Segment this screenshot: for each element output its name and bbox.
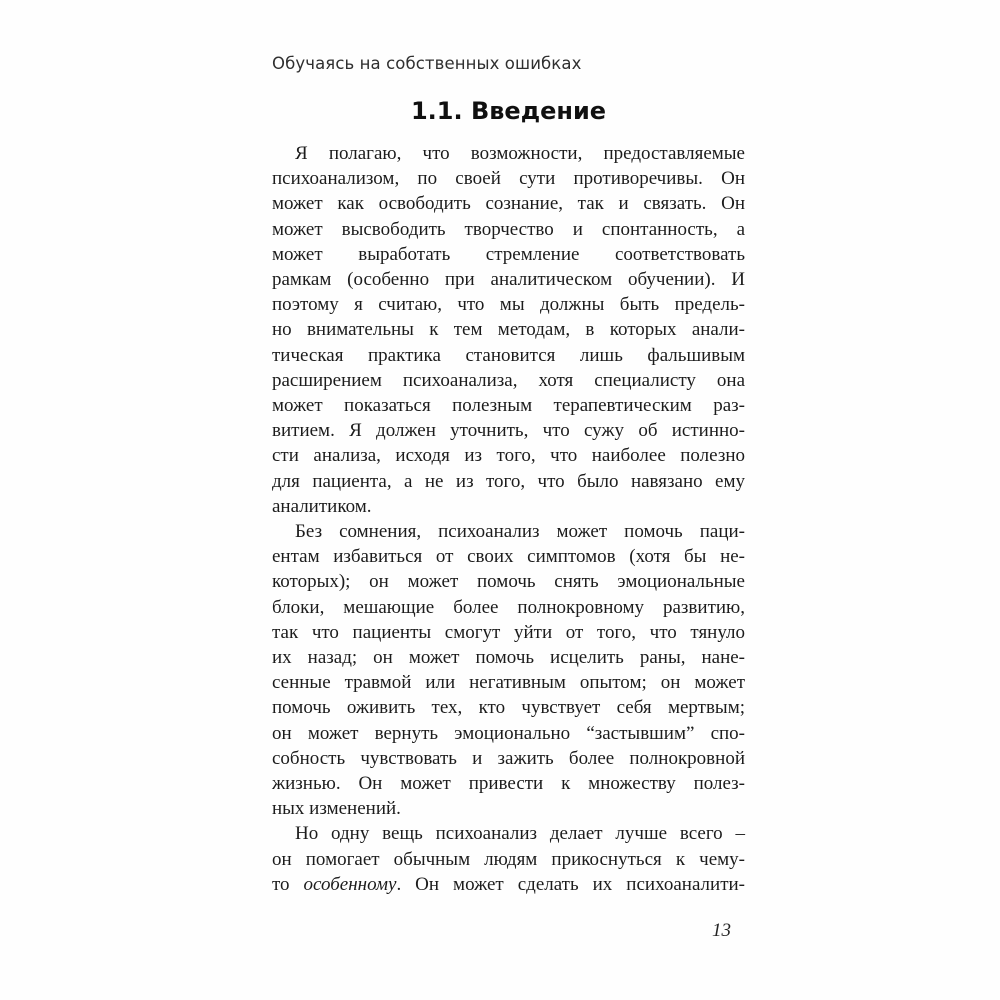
text-line xyxy=(272,847,745,872)
text-line xyxy=(272,242,745,267)
text-line xyxy=(272,317,745,342)
page-number: 13 xyxy=(712,920,731,941)
text-line xyxy=(272,393,745,418)
text-segment: сенные травмой или негативным опытом; он может xyxy=(272,672,745,694)
text-segment: он может вернуть эмоционально “застывшим” спо- xyxy=(272,722,745,744)
text-segment: сти анализа, исходя из того, что наиболее полезно xyxy=(272,445,745,467)
text-line xyxy=(272,595,745,620)
text-line xyxy=(272,166,745,191)
text-segment: то xyxy=(272,873,304,895)
text-segment: аналитиком. xyxy=(272,495,372,517)
text-segment: психоанализом, по своей сути противоречивы. Он xyxy=(272,168,745,190)
text-line xyxy=(272,771,745,796)
text-line xyxy=(272,141,745,166)
text-segment: он помогает обычным людям прикоснуться к чему- xyxy=(272,848,745,870)
text-line xyxy=(272,292,745,317)
text-segment: собность чувствовать и зажить более полнокровной xyxy=(272,747,745,769)
text-segment: Но одну вещь психоанализ делает лучше всего – xyxy=(295,823,745,845)
text-line xyxy=(272,418,745,443)
text-segment: блоки, мешающие более полнокровному развитию, xyxy=(272,596,745,618)
text-segment: рамкам (особенно при аналитическом обучении). И xyxy=(272,269,745,291)
text-segment: может показаться полезным терапевтическим раз- xyxy=(272,395,745,417)
text-line xyxy=(272,191,745,216)
text-line xyxy=(272,746,745,771)
text-line xyxy=(272,695,745,720)
text-line xyxy=(272,569,745,594)
text-line xyxy=(272,645,745,670)
text-line xyxy=(272,670,745,695)
emphasized-text: особенному xyxy=(303,873,397,895)
text-line xyxy=(272,443,745,468)
text-segment: ных изменений. xyxy=(272,798,401,820)
text-line xyxy=(272,721,745,746)
text-segment: но внимательны к тем методам, в которых анали- xyxy=(272,319,745,341)
text-line xyxy=(272,796,745,821)
text-segment: может высвободить творчество и спонтанность, а xyxy=(272,218,745,240)
text-line xyxy=(272,544,745,569)
text-segment: их назад; он может помочь исцелить раны, нане- xyxy=(272,647,745,669)
running-head: Обучаясь на собственных ошибках xyxy=(272,54,582,73)
text-segment: витием. Я должен уточнить, что сужу об истинно- xyxy=(272,420,745,442)
text-segment: которых); он может помочь снять эмоциональные xyxy=(272,571,745,593)
text-segment: так что пациенты смогут уйти от того, что тянуло xyxy=(272,621,745,643)
text-segment: может как освободить сознание, так и связать. Он xyxy=(272,193,745,215)
text-line xyxy=(272,872,745,897)
text-line xyxy=(272,217,745,242)
text-segment: может выработать стремление соответствовать xyxy=(272,243,745,265)
text-segment: ентам избавиться от своих симптомов (хотя бы не- xyxy=(272,546,745,568)
text-line xyxy=(272,368,745,393)
text-segment: расширением психоанализа, хотя специалисту она xyxy=(272,369,745,391)
body-text xyxy=(272,141,745,897)
text-segment: тическая практика становится лишь фальшивым xyxy=(272,344,745,366)
section-heading: 1.1. Введение xyxy=(410,97,607,125)
text-segment: Без сомнения, психоанализ может помочь паци- xyxy=(295,521,745,543)
text-line xyxy=(272,494,745,519)
text-segment: . Он может сделать их психоаналити- xyxy=(396,873,745,895)
text-segment: Я полагаю, что возможности, предоставляемые xyxy=(295,143,745,164)
text-line xyxy=(272,343,745,368)
text-line xyxy=(272,267,745,292)
text-line xyxy=(272,620,745,645)
text-line xyxy=(272,519,745,544)
text-line xyxy=(272,469,745,494)
text-line xyxy=(272,821,745,846)
text-segment: для пациента, а не из того, что было навязано ему xyxy=(272,470,745,492)
text-segment: помочь оживить тех, кто чувствует себя мертвым; xyxy=(272,697,745,719)
text-segment: поэтому я считаю, что мы должны быть предель- xyxy=(272,294,745,316)
text-segment: жизнью. Он может привести к множеству полез- xyxy=(272,773,745,795)
